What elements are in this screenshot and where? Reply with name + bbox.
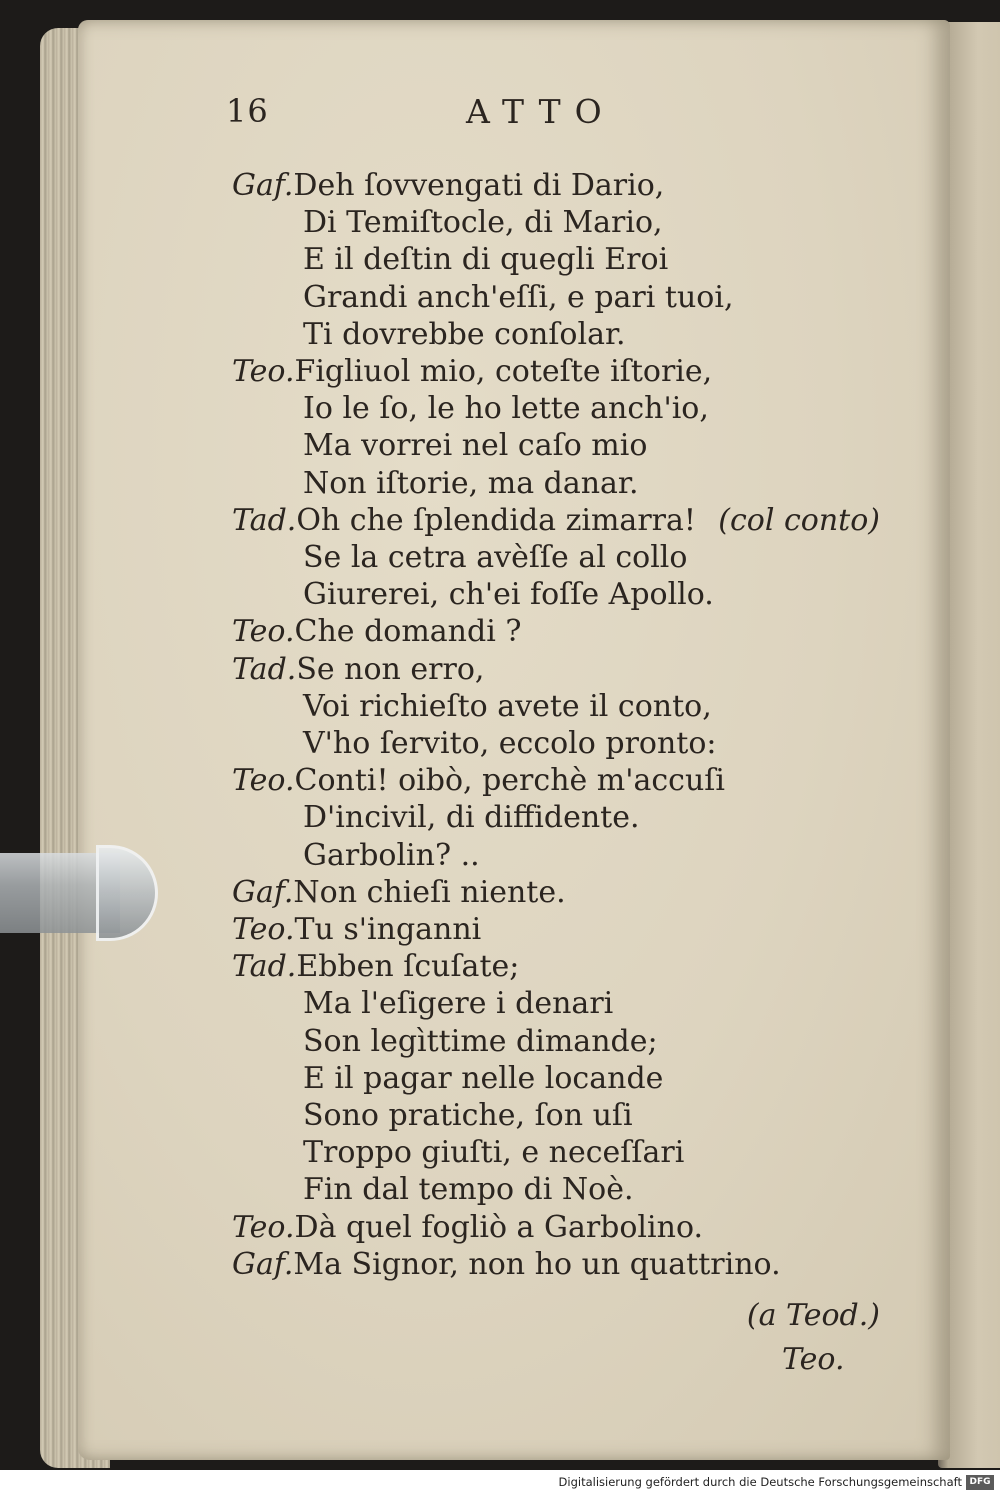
verse-text-line: Oh che ſplendida zimarra!	[296, 503, 696, 538]
verse-line	[303, 428, 647, 464]
verse-line	[303, 1061, 663, 1097]
verse-line	[303, 280, 733, 316]
verse-text-line: Se la cetra avèſſe al collo	[303, 540, 688, 575]
verse-line	[232, 168, 664, 204]
verse-line	[232, 503, 696, 539]
verse-text-line: Troppo giuſti, e neceſſari	[303, 1135, 685, 1170]
verse-text-line: Dà quel fogliò a Garbolino.	[294, 1210, 704, 1245]
verse-text-line: E il pagar nelle locande	[303, 1061, 664, 1096]
verse-line	[232, 763, 725, 799]
verse-text-line: Non iſtorie, ma danar.	[303, 466, 639, 501]
page-clip	[0, 845, 158, 941]
stage-direction: (col conto)	[718, 503, 880, 538]
verse-line	[303, 317, 626, 353]
clip-cap	[96, 845, 158, 941]
verse-line	[232, 614, 521, 650]
speaker-name: Gaf.	[232, 168, 294, 203]
verse-line	[303, 1172, 633, 1208]
verse-text-line: Di Temiſtocle, di Mario,	[303, 205, 663, 240]
speaker-name: Teo.	[232, 1210, 295, 1245]
verse-text-line: Se non erro,	[296, 652, 485, 687]
verse-text-line: Ma vorrei nel caſo mio	[303, 428, 648, 463]
verse-text-line: Voi richieſto avete il conto,	[303, 689, 712, 724]
verse-text-line: Io le ſo, le ho lette anch'io,	[303, 391, 709, 426]
verse-text-line: Grandi anch'eſſi, e pari tuoi,	[303, 280, 734, 315]
verse-line	[303, 689, 712, 725]
verse-text-line: Garbolin? ..	[303, 838, 480, 873]
verse-line	[303, 1024, 658, 1060]
verse-line	[232, 912, 481, 948]
verse-line	[303, 726, 717, 762]
running-head: ATTO	[466, 92, 616, 131]
verse-line	[303, 1098, 633, 1134]
verse-text-line: Sono pratiche, ſon uſi	[303, 1098, 633, 1133]
speaker-name: Teo.	[232, 614, 295, 649]
speaker-name: Tad.	[232, 949, 297, 984]
speaker-name: Gaf.	[232, 1247, 294, 1282]
speaker-name: Tad.	[232, 503, 297, 538]
dfg-logo: DFG	[966, 1475, 994, 1490]
verse-text-line: Figliuol mio, coteſte iſtorie,	[294, 354, 713, 389]
verse-text-line: E il deſtin di quegli Eroi	[303, 242, 669, 277]
verse-line	[232, 652, 484, 688]
verse-line	[303, 540, 687, 576]
verse-line	[303, 466, 639, 502]
catchword: Teo.	[782, 1342, 845, 1377]
speaker-name: Tad.	[232, 652, 297, 687]
speaker-name: Teo.	[232, 912, 295, 947]
verse-text-line: Fin dal tempo di Noè.	[303, 1172, 634, 1207]
verse-text-line: V'ho ſervito, eccolo pronto:	[303, 726, 717, 761]
verse-text-line: Conti! oibò, perchè m'accuſi	[294, 763, 726, 798]
verse-text-line: Tu s'inganni	[294, 912, 482, 947]
stage-direction: (a Teod.)	[746, 1298, 880, 1333]
verse-text-line: D'incivil, di diffidente.	[303, 800, 640, 835]
verse-line	[232, 875, 566, 911]
speaker-name: Teo.	[232, 763, 295, 798]
verse-line	[303, 800, 640, 836]
verse-text-line: Ma Signor, non ho un quattrino.	[293, 1247, 781, 1282]
verse-line	[303, 838, 480, 874]
verse-line	[303, 242, 668, 278]
verse-text-line: Non chieſi niente.	[293, 875, 566, 910]
speaker-name: Gaf.	[232, 875, 294, 910]
verse-line	[303, 577, 714, 613]
verse-text-line: Deh ſovvengati di Dario,	[293, 168, 665, 203]
verse-text-line: Son legìttime dimande;	[303, 1024, 658, 1059]
verse-line	[303, 391, 709, 427]
verse-text-line: Ebben ſcuſate;	[296, 949, 520, 984]
verse-text-line: Ti dovrebbe conſolar.	[303, 317, 626, 352]
verse-line	[303, 986, 613, 1022]
footer-bar	[0, 1470, 1000, 1496]
verse-line	[232, 1210, 703, 1246]
verse-line	[232, 949, 519, 985]
verse-line	[232, 354, 712, 390]
verse-text-line: Giurerei, ch'ei foſſe Apollo.	[303, 577, 714, 612]
verse-line	[232, 1247, 781, 1283]
footer-credit: Digitalisierung gefördert durch die Deutsche Forschungsgemeinschaft	[558, 1475, 962, 1489]
verse-text-line: Che domandi ?	[294, 614, 522, 649]
page-number: 16	[226, 92, 269, 130]
speaker-name: Teo.	[232, 354, 295, 389]
verse-line	[303, 205, 663, 241]
verse-text-line: Ma l'eſigere i denari	[303, 986, 614, 1021]
verse-line	[303, 1135, 684, 1171]
